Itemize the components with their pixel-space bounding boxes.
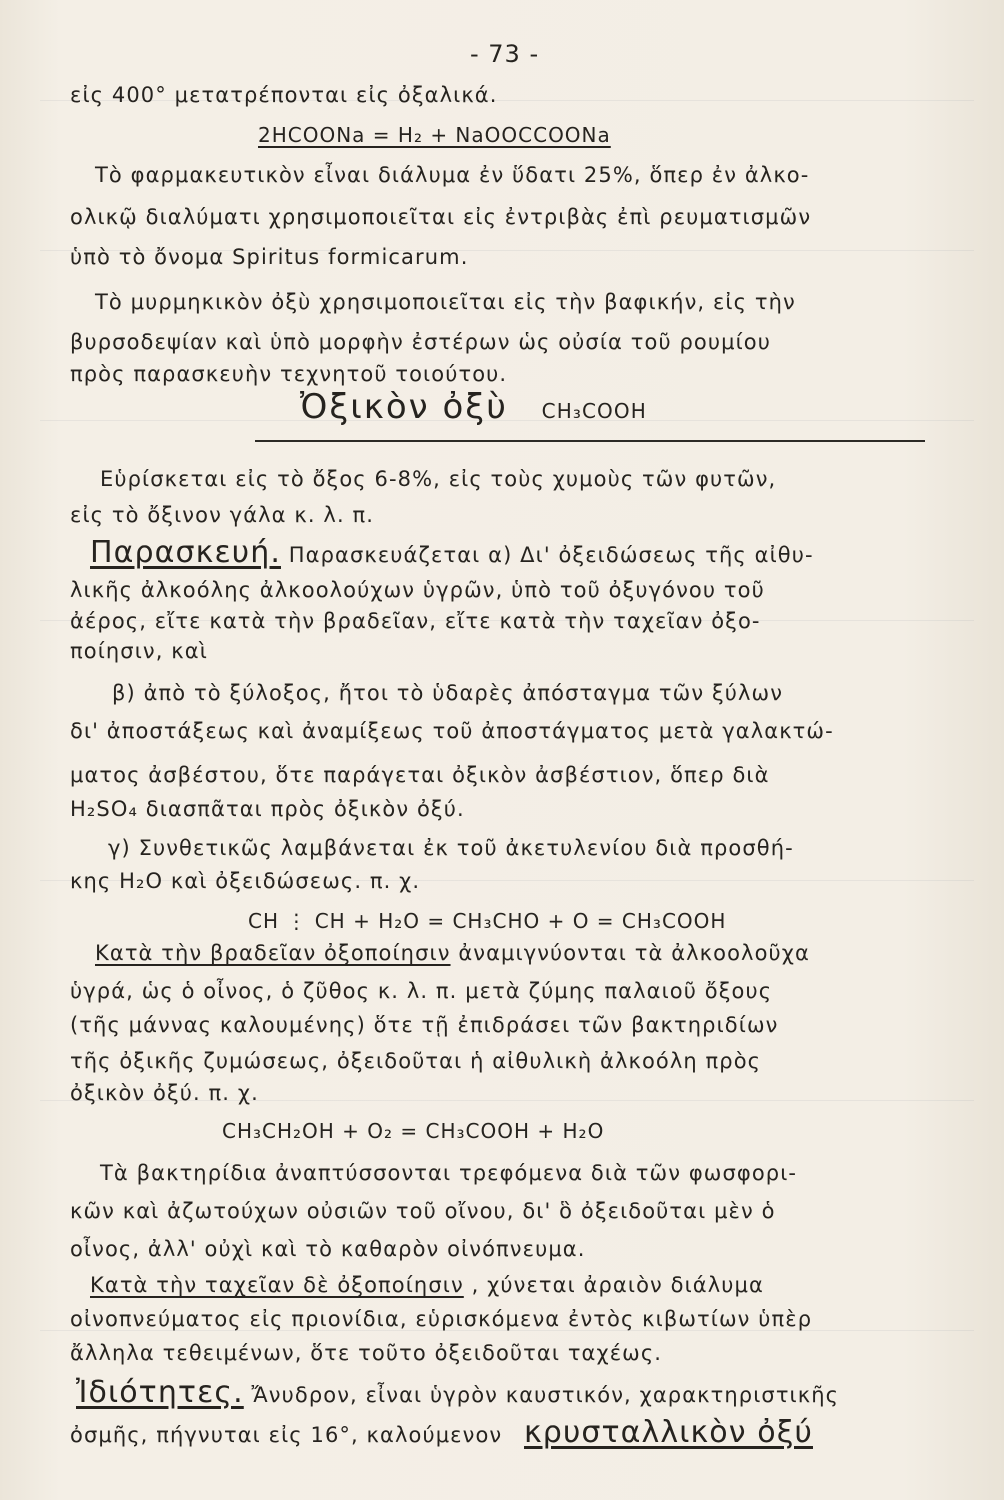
text-line: ὑπὸ τὸ ὄνομα Spiritus formicarum. [70, 245, 469, 269]
fast-label: Κατὰ τὴν ταχεῖαν δὲ ὀξοποίησιν [90, 1273, 464, 1297]
text-line: (τῆς μάννας καλουμένης) ὅτε τῇ ἐπιδράσει τῶν βακτηριδίων [70, 1013, 779, 1037]
text-line: εἰς τὸ ὄξινον γάλα κ. λ. π. [70, 503, 375, 527]
text-line: Τὰ βακτηρίδια ἀναπτύσσονται τρεφόμενα διὰ τῶν φωσφορι- [100, 1161, 798, 1185]
text-line: εἰς 400° μετατρέπονται εἰς ὀξαλικά. [70, 83, 498, 107]
text-line: ματος ἀσβέστου, ὅτε παράγεται ὀξικὸν ἀσβέστιον, ὅπερ διὰ [70, 763, 770, 787]
section-heading [300, 385, 954, 433]
text-line: τῆς ὀξικῆς ζυμώσεως, ὀξειδοῦται ἡ αἰθυλικὴ ἀλκοόλη πρὸς [70, 1049, 762, 1073]
text-line-props: Ἰδιότητες. Ἄνυδρον, εἶναι ὑγρὸν καυστικόν, χαρακτηριστικῆς [76, 1375, 840, 1410]
text-line: κης H₂O καὶ ὀξειδώσεως. π. χ. [70, 869, 421, 893]
text-line: Εὑρίσκεται εἰς τὸ ὄξος 6-8%, εἰς τοὺς χυμοὺς τῶν φυτῶν, [100, 467, 777, 491]
page-number: - 73 - [470, 40, 540, 68]
equation-ethanol: CH₃CH₂OH + O₂ = CH₃COOH + H₂O [222, 1119, 605, 1143]
text-line-prep: Παρασκευή. Παρασκευάζεται α) Δι' ὀξειδώσεως τῆς αἰθυ- [90, 535, 814, 570]
text-line: H₂SO₄ διασπᾶται πρὸς ὀξικὸν ὀξύ. [70, 797, 465, 821]
text-line: βυρσοδεψίαν καὶ ὑπὸ μορφὴν ἐστέρων ὡς οὐσία τοῦ ρουμίου [70, 330, 771, 354]
slow-label: Κατὰ τὴν βραδεῖαν ὀξοποίησιν [95, 941, 451, 965]
equation-formate: 2HCOONa = H₂ + NaOOCCOONa [258, 123, 611, 147]
text-line: κῶν καὶ ἀζωτούχων οὐσιῶν τοῦ οἴνου, δι' ὃ ὀξειδοῦται μὲν ὁ [70, 1199, 776, 1223]
text-line: ποίησιν, καὶ [70, 639, 208, 663]
text-line: Τὸ μυρμηκικὸν ὀξὺ χρησιμοποιεῖται εἰς τὴν βαφικήν, εἰς τὴν [95, 290, 796, 314]
text-line-fast: Κατὰ τὴν ταχεῖαν δὲ ὀξοποίησιν , χύνεται ἀραιὸν διάλυμα [90, 1273, 764, 1297]
text-line-crystal: ὀσμῆς, πήγνυται εἰς 16°, καλούμενον κρυσταλλικὸν ὀξύ [70, 1415, 813, 1450]
text-line: Τὸ φαρμακευτικὸν εἶναι διάλυμα ἐν ὕδατι 25%, ὅπερ ἐν ἀλκο- [95, 163, 810, 187]
equation-acetylene: CH ⋮ CH + H₂O = CH₃CHO + O = CH₃COOH [248, 909, 727, 933]
text-line: γ) Συνθετικῶς λαμβάνεται ἐκ τοῦ ἀκετυλενίου διὰ προσθή- [108, 836, 794, 860]
text-line: πρὸς παρασκευὴν τεχνητοῦ τοιούτου. [70, 362, 508, 386]
text-line: ολικῷ διαλύματι χρησιμοποιεῖται εἰς ἐντριβὰς ἐπὶ ρευματισμῶν [70, 205, 812, 229]
text-line: δι' ἀποστάξεως καὶ ἀναμίξεως τοῦ ἀποστάγματος μετὰ γαλακτώ- [70, 719, 834, 743]
heading-formula: CH₃COOH [541, 399, 647, 423]
text-line: οἶνος, ἀλλ' οὐχὶ καὶ τὸ καθαρὸν οἰνόπνευμα. [70, 1237, 586, 1261]
text-line: ἀέρος, εἴτε κατὰ τὴν βραδεῖαν, εἴτε κατὰ τὴν ταχεῖαν ὀξο- [70, 609, 761, 633]
crystal-label: κρυσταλλικὸν ὀξύ [524, 1415, 813, 1450]
text-line: ὀξικὸν ὀξύ. π. χ. [70, 1081, 259, 1105]
prep-label: Παρασκευή. [90, 535, 281, 570]
text-line: οἰνοπνεύματος εἰς πριονίδια, εὑρισκόμενα ἐντὸς κιβωτίων ὑπὲρ [70, 1307, 813, 1331]
props-label: Ἰδιότητες. [76, 1375, 244, 1410]
text-line: ὑγρά, ὡς ὁ οἶνος, ὁ ζῦθος κ. λ. π. μετὰ ζύμης παλαιοῦ ὄξους [70, 979, 773, 1003]
heading-title: Ὀξικὸν ὀξὺ [300, 387, 508, 427]
text-line-slow: Κατὰ τὴν βραδεῖαν ὀξοποίησιν ἀναμιγνύονται τὰ ἀλκοολοῦχα [95, 941, 810, 965]
heading-rule [255, 440, 925, 442]
text-line: ἄλληλα τεθειμένων, ὅτε τοῦτο ὀξειδοῦται ταχέως. [70, 1341, 663, 1365]
text-line: β) ἀπὸ τὸ ξύλοξος, ἤτοι τὸ ὑδαρὲς ἀπόσταγμα τῶν ξύλων [112, 681, 784, 705]
text-line: λικῆς ἀλκοόλης ἀλκοολούχων ὑγρῶν, ὑπὸ τοῦ ὀξυγόνου τοῦ [70, 578, 765, 602]
